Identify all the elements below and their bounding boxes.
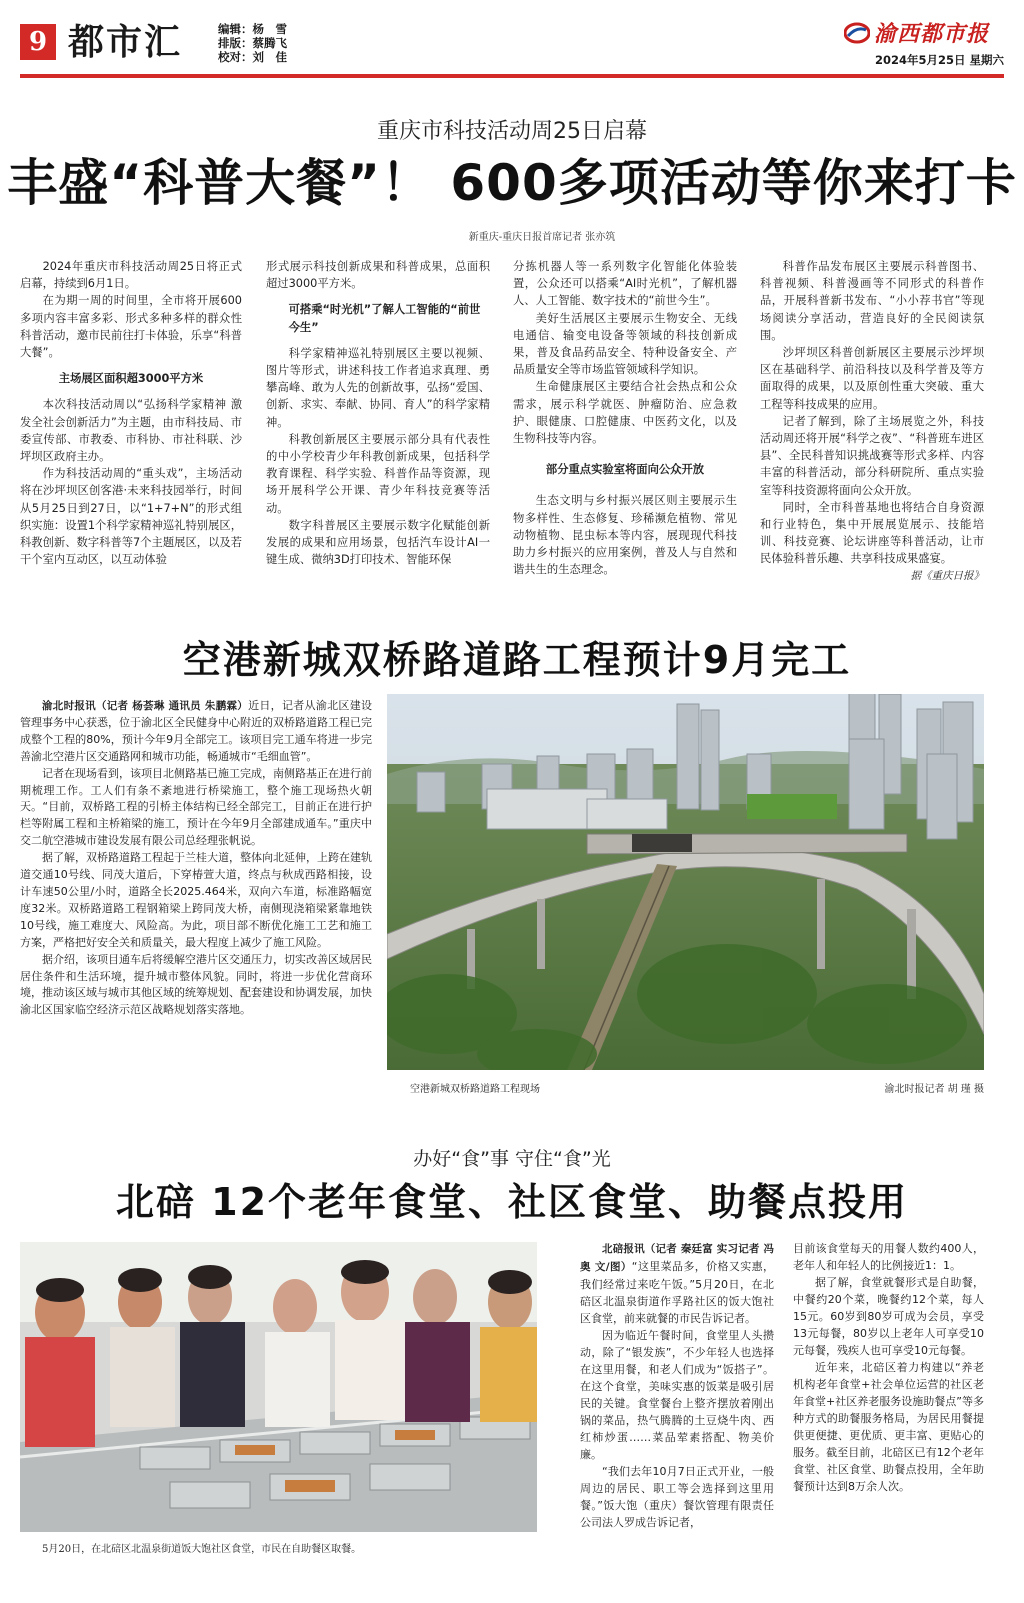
article1-column-2: [266, 258, 490, 568]
article-paragraph: 据了解，食堂就餐形式是自助餐，中餐约20个菜，晚餐约12个菜，每人15元。60岁到80岁可成为会员，享受13元每餐，80岁以上老年人可享受10元每餐，残疾人也可享受10元每餐。: [793, 1276, 984, 1357]
article-paragraph: 科学家精神巡礼特别展区主要以视频、图片等形式，讲述科技工作者追求真理、勇攀高峰、敢为人先的创新故事，弘扬“爱国、创新、求实、奉献、协同、育人”的科学家精神。: [266, 346, 490, 429]
article-paragraph: 记者了解到，除了主场展览之外，科技活动周还将开展“科学之夜”、“科普班车进区县”、全民科普知识挑战赛等形式多样、内容丰富的科普活动，部分科研院所、重点实验室等科技资源将面向公众开放。: [760, 414, 984, 497]
article1-kicker: 重庆市科技活动周25日启幕: [377, 119, 647, 144]
article-paragraph: 因为临近午餐时间，食堂里人头攒动，除了“银发族”，不少年轻人也选择在这里用餐，和老人们成为“饭搭子”。在这个食堂，美味实惠的饭菜是吸引居民的关键。食堂餐台上整齐摆放着刚出锅的菜品，热气腾腾的土豆烧牛肉、西红柿炒蛋……菜品荤素搭配、物美价廉。: [580, 1329, 774, 1461]
article1-column-1: [20, 258, 242, 568]
article-paragraph: 本次科技活动周以“弘扬科学家精神 激发全社会创新活力”为主题，由市科技局、市委宣传部、市教委、市科协、市社科联、沙坪坝区政府主办。: [20, 398, 242, 464]
article-paragraph: 生命健康展区主要结合社会热点和公众需求，展示科学就医、肿瘤防治、应急救护、眼健康、口腔健康、中医药文化，以及生物科技等内容。: [513, 380, 737, 446]
article3-column-1: [580, 1240, 774, 1531]
article-paragraph: “我们去年10月7日正式开业，一般周边的居民、职工等会选择到这里用餐。”饭大饱（重庆）餐饮管理有限责任公司法人罗成告诉记者，: [580, 1465, 774, 1529]
article-paragraph: 美好生活展区主要展示生物安全、无线电通信、输变电设备等领域的科技创新成果，普及食品药品安全、特种设备安全、产品质量安全等市场监管领域科学知识。: [513, 311, 737, 377]
article-paragraph: 分拣机器人等一系列数字化智能化体验装置，公众还可以搭乘“AI时光机”，了解机器人、人工智能、数字技术的“前世今生”。: [513, 260, 737, 308]
issue-date: 2024年5月25日 星期六: [874, 53, 1004, 67]
article2-body: [20, 698, 372, 1019]
article-paragraph: 同时，全市科普基地也将结合自身资源和行业特色，集中开展展览展示、技能培训、科技竞赛、论坛讲座等科普活动，让市民体验科普乐趣、共享科技成果盛宴。: [760, 500, 984, 566]
article-paragraph: 数字科普展区主要展示数字化赋能创新发展的成果和应用场景，包括汽车设计AI一键生成、微纳3D打印技术、智能环保: [266, 518, 490, 567]
article1-source: 据《重庆日报》: [910, 569, 984, 582]
section-title: 都市汇: [68, 21, 183, 63]
article-paragraph: 近日，记者从渝北区建设管理事务中心获悉，位于渝北区全民健身中心附近的双桥路道路工程已完成整个工程的80%，预计今年9月全部完工。该项目完工通车将进一步完善渝北空港片区交通路网和城市功能，畅通城市“毛细血管”。: [20, 699, 373, 763]
newspaper-name: 渝西都市报: [874, 21, 990, 47]
article1-headline: 丰盛“科普大餐”！ 600多项活动等你来打卡: [7, 154, 1017, 212]
article2-headline: 空港新城双桥路道路工程预计9月完工: [182, 638, 852, 682]
road-construction-photo: [387, 694, 984, 1070]
article-paragraph: 作为科技活动周的“重头戏”，主场活动将在沙坪坝区创客港·未来科技园举行，时间从5月25日到27日，以“1+7+N”的形式组织实施：设置1个科学家精神巡礼特别展区，科教创新、数字科普等7个主题展区，以及若干个室内互动区，以互动体验: [20, 467, 242, 567]
article-paragraph: 沙坪坝区科普创新展区主要展示沙坪坝区在基础科学、前沿科技以及科学普及等方面取得的成果，以及原创性重大突破、重大工程等科技成果的应用。: [760, 346, 984, 411]
proofread-credit: 校对：刘 佳: [218, 50, 287, 64]
newspaper-logo-icon: [844, 22, 870, 44]
header-rule: [20, 74, 1004, 78]
article-paragraph: 近年来，北碚区着力构建以“养老机构老年食堂+社会单位运营的社区老年食堂+社区养老服务设施助餐点”等多种方式的助餐服务格局，为居民用餐提供更便捷、更优质、更丰富、更贴心的服务。截至目前，北碚区已有12个老年食堂、社区食堂、助餐点投用，全年助餐预计达到8万余人次。: [793, 1361, 984, 1493]
article1-byline: 新重庆-重庆日报首席记者 张亦筑: [468, 232, 616, 243]
article-paragraph: 科教创新展区主要展示部分具有代表性的中小学校青少年科教创新成果，包括科学教育课程、科学实验、科普作品等资源，现场开展科学公开课、青少年科技竞赛等活动。: [266, 432, 490, 515]
article2-byline: 渝北时报讯（记者 杨荟琳 通讯员 朱鹏霖）: [42, 700, 249, 712]
article-paragraph: 据介绍，该项目通车后将缓解空港片区交通压力，切实改善区域居民居住条件和生活环境，提升城市整体风貌。同时，将进一步优化营商环境，推动该区域与城市其他区域的统筹规划、配套建设和协调发展，加快渝北区国家临空经济示范区战略规划落实落地。: [20, 952, 372, 1017]
article1-subhead-2: 可搭乘“时光机”了解人工智能的“前世今生”: [288, 303, 481, 334]
article-paragraph: 2024年重庆市科技活动周25日将正式启幕，持续到6月1日。: [20, 260, 242, 291]
article3-column-2: [793, 1240, 984, 1495]
canteen-photo-caption: 5月20日，在北碚区北温泉街道饭大饱社区食堂，市民在自助餐区取餐。: [42, 1544, 362, 1555]
road-photo-credit: 渝北时报记者 胡 瑾 摄: [884, 1084, 984, 1095]
editor-credits: [218, 22, 287, 64]
article-paragraph: 目前该食堂每天的用餐人数约400人，老年人和年轻人的比例接近1：1。: [793, 1242, 984, 1272]
layout-credit: 排版：蔡腾飞: [218, 36, 287, 50]
article3-byline: 北碚报讯（记者 秦廷富 实习记者 冯 奥 文/图）: [580, 1243, 774, 1273]
article1-subhead-3: 部分重点实验室将面向公众开放: [545, 463, 705, 477]
article-paragraph: 据了解，双桥路道路工程起于兰桂大道，整体向北延伸，上跨在建轨道交通10号线、同茂大道后，下穿椿萱大道，终点与秋成西路相接，设计车速50公里/小时，道路全长2025.464米，双向六车道，标准路幅宽度32米。双桥路道路工程钢箱梁上跨同茂大桥，南侧现浇箱梁紧靠地铁10号线，施工难度大、风险高。为此，项目部不断优化施工工艺和施工方案，严格把好安全关和质量关，最大程度上减少了施工风险。: [20, 851, 372, 949]
article-paragraph: 科普作品发布展区主要展示科普图书、科普视频、科普漫画等不同形式的科普作品，开展科普新书发布、“小小荐书官”等现场阅读分享活动，营造良好的全民阅读氛围。: [760, 260, 984, 342]
page-number: 9: [20, 24, 56, 60]
article-paragraph: 在为期一周的时间里，全市将开展600多项内容丰富多彩、形式多种多样的群众性科普活动，邀市民前往打卡体验，乐享“科普大餐”。: [20, 294, 242, 360]
article-paragraph: “这里菜品多，价格又实惠，我们经常过来吃午饭。”5月20日，在北碚区北温泉街道作孚路社区的饭大饱社区食堂，前来就餐的市民告诉记者。: [580, 1260, 774, 1325]
road-photo-caption: 空港新城双桥路道路工程现场: [410, 1084, 540, 1095]
masthead: [20, 20, 1004, 72]
canteen-photo: [20, 1242, 537, 1532]
article1-subhead-1: 主场展区面积超3000平方米: [58, 372, 204, 386]
article-paragraph: 形式展示科技创新成果和科普成果，总面积超过3000平方米。: [266, 260, 490, 291]
article1-column-4: [760, 258, 984, 585]
newspaper-logo: [844, 20, 1004, 48]
article3-headline: 北碚 12个老年食堂、社区食堂、助餐点投用: [115, 1180, 909, 1224]
article-paragraph: 记者在现场看到，该项目北侧路基已施工完成，南侧路基正在进行前期梳理工作。工人们有条不紊地进行桥梁施工，整个施工现场热火朝天。“目前，双桥路工程的引桥主体结构已经全部完工，目前正在进行护栏等附属工程和主桥箱梁的施工，预计在今年9月全部建成通车。”重庆中交二航空港城市建设发展有限公司总经理张帆说。: [20, 766, 372, 848]
article1-column-3: [513, 258, 737, 578]
editor-credit: 编辑：杨 雪: [218, 22, 287, 36]
article-paragraph: 生态文明与乡村振兴展区则主要展示生物多样性、生态修复、珍稀濒危植物、常见动物植物、昆虫标本等内容，展现现代科技助力乡村振兴的应用案例，普及人与自然和谐共生的生态理念。: [513, 494, 737, 577]
article3-kicker: 办好“食”事 守住“食”光: [413, 1148, 611, 1170]
